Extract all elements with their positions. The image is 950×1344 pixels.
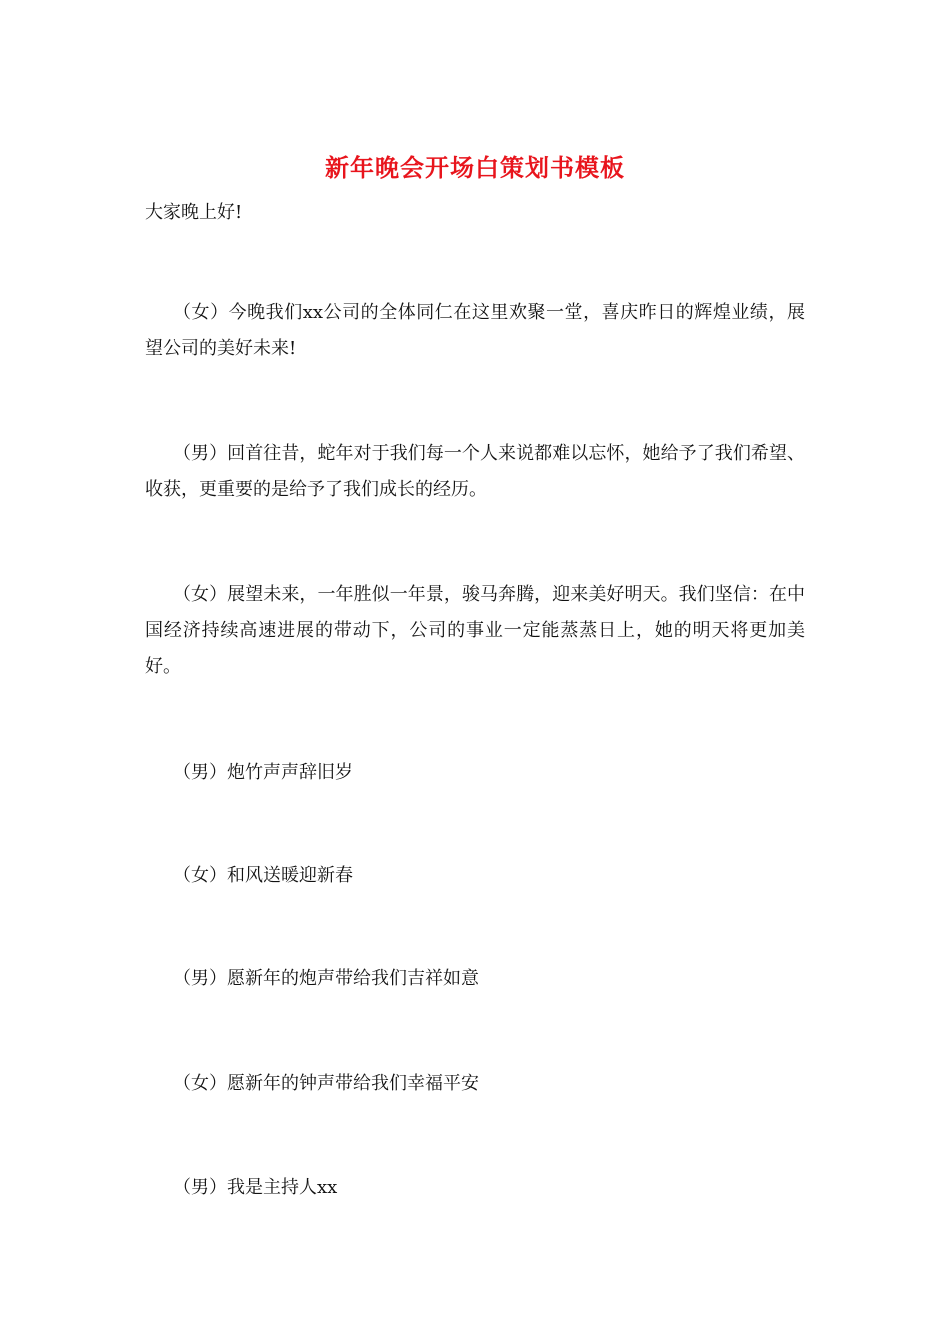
paragraph-2: （男）回首往昔，蛇年对于我们每一个人来说都难以忘怀，她给予了我们希望、收获，更重要的是给予了我们成长的经历。 [145, 443, 805, 500]
paragraph-4: （男）炮竹声声辞旧岁 [173, 762, 353, 783]
document-title: 新年晚会开场白策划书模板 [325, 153, 625, 182]
paragraph-8: （男）我是主持人xx [173, 1177, 338, 1198]
paragraph-7: （女）愿新年的钟声带给我们幸福平安 [173, 1073, 479, 1094]
paragraph-3: （女）展望未来，一年胜似一年景，骏马奔腾，迎来美好明天。我们坚信：在中国经济持续高速进展的带动下，公司的事业一定能蒸蒸日上，她的明天将更加美好。 [145, 584, 805, 677]
greeting-line: 大家晚上好! [145, 202, 243, 223]
paragraph-6: （男）愿新年的炮声带给我们吉祥如意 [173, 968, 479, 989]
paragraph-5: （女）和风送暖迎新春 [173, 865, 353, 886]
paragraph-1: （女）今晚我们xx公司的全体同仁在这里欢聚一堂，喜庆昨日的辉煌业绩，展望公司的美好未来! [145, 302, 805, 359]
